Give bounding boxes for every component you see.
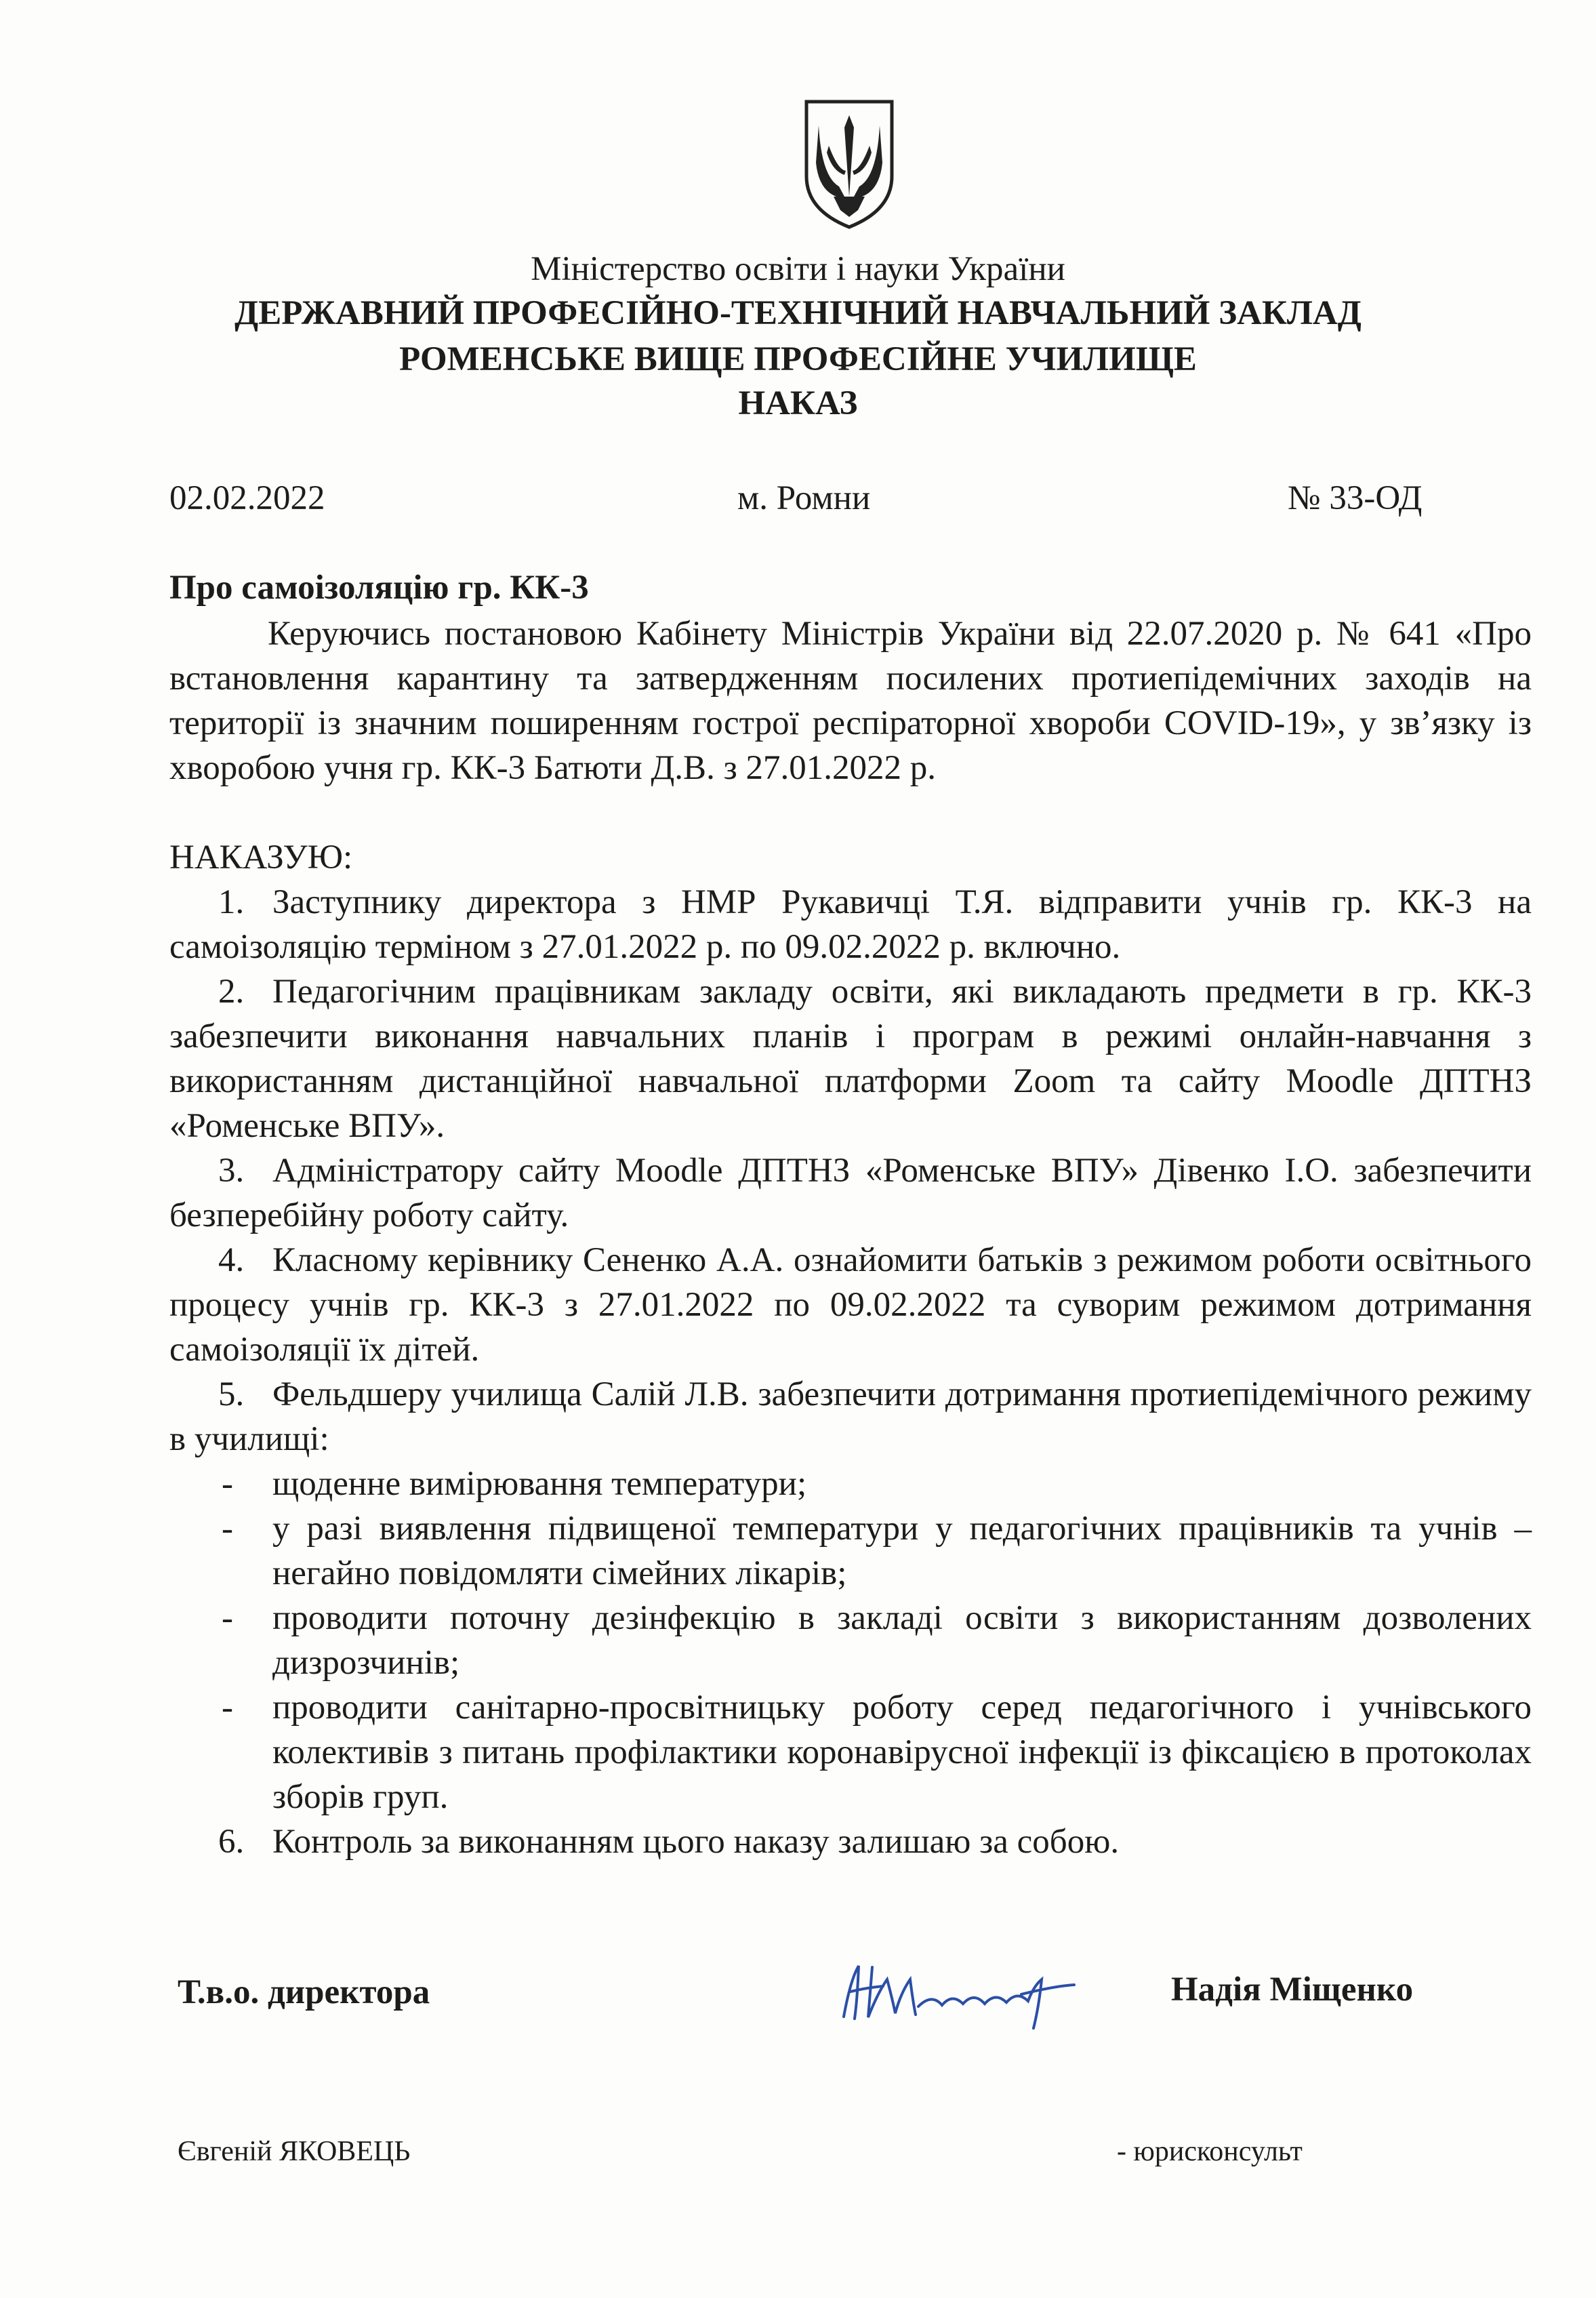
list-item xyxy=(169,1238,1532,1372)
sub-list-item xyxy=(169,1506,1532,1596)
document-type: НАКАЗ xyxy=(738,384,858,422)
list-item xyxy=(169,969,1532,1148)
dash-marker: - xyxy=(222,1510,233,1548)
item-number: 1. xyxy=(218,883,245,921)
item-text: Адміністратору сайту Moodle ДПТНЗ «Роменське ВПУ» Дівенко І.О. забезпечити безперебійну роботу сайту. xyxy=(169,1152,1532,1234)
sub-item-text: проводити санітарно-просвітницьку роботу серед педагогічного і учнівського колективів з питань профілактики коронавірусної інфекції із фіксацією в протоколах зборів груп. xyxy=(272,1689,1532,1816)
list-item xyxy=(169,1148,1532,1238)
order-preamble: Керуючись постановою Кабінету Міністрів України від 22.07.2020 р. № 641 «Про встановлення карантину та затвердженням посилених протиепідемічних заходів на території із значним поширенням гострої респіраторної хвороби COVID-19», у зв’язку із хворобою учня гр. КК-3 Батюти Д.В. з 27.01.2022 р. xyxy=(169,615,1532,787)
signatory-name: Надія Міщенко xyxy=(1171,1971,1414,2009)
institution-name-line1: ДЕРЖАВНИЙ ПРОФЕСІЙНО-ТЕХНІЧНИЙ НАВЧАЛЬНИЙ ЗАКЛАД xyxy=(234,294,1362,332)
executor-position: - юрисконсульт xyxy=(1117,2136,1303,2167)
signatory-title: Т.в.о. директора xyxy=(178,1973,430,2011)
item-text: Педагогічним працівникам закладу освіти, які викладають предмети в гр. КК-3 забезпечити виконання навчальних планів і програм в режимі онлайн-навчання з використанням дистанційної навчальної платформи Zoom та сайту Moodle ДПТНЗ «Роменське ВПУ». xyxy=(169,973,1532,1145)
item-text: Контроль за виконанням цього наказу залишаю за собою. xyxy=(272,1823,1120,1861)
sub-item-text: у разі виявлення підвищеної температури у педагогічних працівників та учнів – негайно повідомляти сімейних лікарів; xyxy=(272,1510,1532,1592)
item-text: Класному керівнику Сененко А.А. ознайомити батьків з режимом роботи освітнього процесу учнів гр. КК-3 з 27.01.2022 по 09.02.2022 та суворим режимом дотримання самоізоляції їх дітей. xyxy=(169,1241,1532,1369)
dash-marker: - xyxy=(222,1599,233,1637)
handwritten-signature xyxy=(830,1952,1088,2034)
sub-item-text: щоденне вимірювання температури; xyxy=(272,1465,807,1503)
ministry-name: Міністерство освіти і науки України xyxy=(531,250,1065,288)
item-number: 2. xyxy=(218,973,245,1011)
item-text: Фельдшеру училища Салій Л.В. забезпечити дотримання протиепідемічного режиму в училищі: xyxy=(169,1375,1532,1458)
item-text: Заступнику директора з НМР Рукавичці Т.Я. відправити учнів гр. КК-3 на самоізоляцію терміном з 27.01.2022 р. по 09.02.2022 р. включно. xyxy=(169,883,1532,966)
item-number: 4. xyxy=(218,1241,245,1279)
order-directive-word: НАКАЗУЮ: xyxy=(169,839,353,876)
executor-name: Євгеній ЯКОВЕЦЬ xyxy=(178,2136,411,2167)
list-item xyxy=(169,1372,1532,1462)
item-number: 6. xyxy=(218,1823,245,1861)
order-subject: Про самоізоляцію гр. КК-3 xyxy=(169,569,589,607)
sub-list-item xyxy=(169,1596,1532,1685)
order-date: 02.02.2022 xyxy=(169,479,325,517)
item-number: 3. xyxy=(218,1152,245,1190)
item-number: 5. xyxy=(218,1375,245,1413)
sub-list-item xyxy=(169,1685,1532,1819)
sub-list-item xyxy=(169,1462,1532,1506)
dash-marker: - xyxy=(222,1465,233,1503)
order-city: м. Ромни xyxy=(737,479,871,517)
institution-name-line2: РОМЕНСЬКЕ ВИЩЕ ПРОФЕСІЙНЕ УЧИЛИЩЕ xyxy=(399,340,1197,378)
list-item xyxy=(169,1819,1532,1864)
list-item xyxy=(169,880,1532,969)
dash-marker: - xyxy=(222,1689,233,1727)
tryzub-emblem-icon xyxy=(798,95,900,230)
order-number: № 33-ОД xyxy=(1288,479,1423,517)
sub-item-text: проводити поточну дезінфекцію в закладі освіти з використанням дозволених дизрозчинів; xyxy=(272,1599,1532,1682)
